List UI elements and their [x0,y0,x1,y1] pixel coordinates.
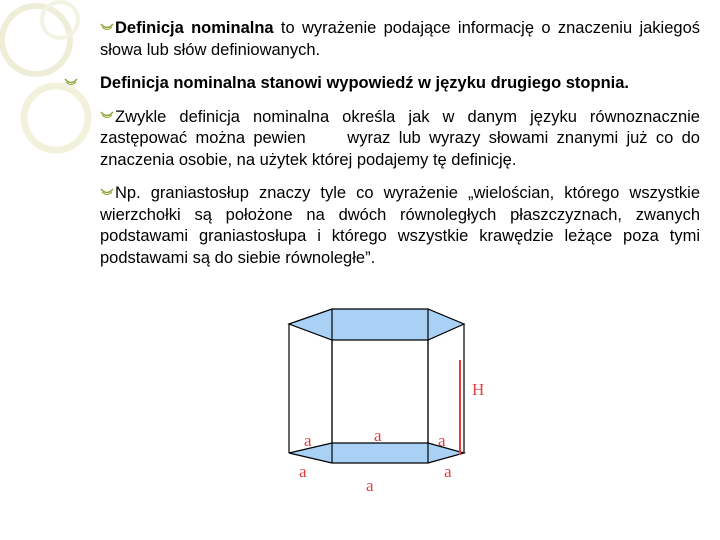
bullet-icon [100,110,114,120]
slide-content [100,18,705,281]
term-lead: Definicja nominalna [115,19,274,37]
paragraph-4 [100,183,700,269]
paragraph-1 [100,18,700,61]
paragraph-3 [100,107,705,172]
paragraph-4-text: Np. graniastosłup znaczy tyle co wyrażenie „wielościan, którego wszystkie wierzchołki są położone na dwóch równoległych płaszczyznach, zwanych podstawami graniastosłupa i którego wszystkie krawędzie leżące poza tymi podstawami są do siebie równoległe”. [100,184,700,267]
paragraph-2-text: Definicja nominalna stanowi wypowiedź w języku drugiego stopnia. [100,74,629,92]
edge-label-a: a [366,476,374,495]
edge-label-a: a [304,431,312,450]
edge-label-a: a [438,431,446,450]
edge-label-a: a [444,462,452,481]
bullet-icon [64,77,78,87]
edge-label-a: a [374,426,382,445]
bullet-icon [100,22,114,32]
paragraph-1-text: to wyrażenie podające informację o znaczeniu jakiegoś słowa lub słów definiowanych. [100,19,700,59]
edge-label-a: a [299,462,307,481]
top-base [289,309,464,340]
bullet-icon [100,187,114,197]
paragraph-3-text: Zwykle definicja nominalna określa jak w danym języku równoznacznie zastępować można pewien wyraz lub wyrazy słowami znanymi już co do znaczenia osobie, na użytek której podajemy tę definicję. [100,107,705,169]
hexagonal-prism-diagram [282,300,512,500]
paragraph-2 [100,73,700,95]
height-label: H [472,380,485,399]
